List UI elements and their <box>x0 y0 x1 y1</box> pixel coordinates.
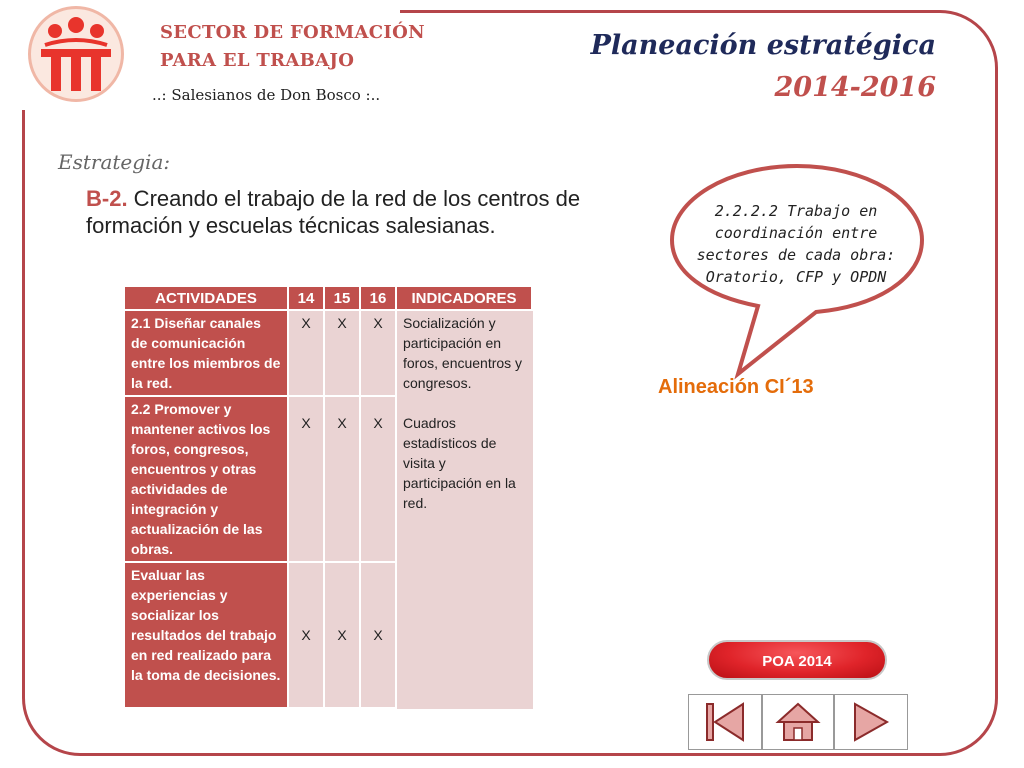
strategy-code: B-2. <box>86 186 128 211</box>
strategy-text <box>86 185 626 239</box>
org-subtitle: ..: Salesianos de Don Bosco :.. <box>152 86 381 104</box>
alignment-label: Alineación CI´13 <box>658 376 814 398</box>
first-page-button[interactable] <box>688 694 762 750</box>
header-indicators: INDICADORES <box>397 287 533 311</box>
strategy-label: Estrategia: <box>58 150 171 174</box>
strategy-description: Creando el trabajo de la red de los centros de formación y escuelas técnicas salesianas. <box>86 186 581 238</box>
header-15: 15 <box>325 287 361 311</box>
mark-cell: X <box>289 311 325 397</box>
mark-cell: X <box>325 397 361 563</box>
logo-icon <box>28 6 124 102</box>
first-icon <box>701 700 749 744</box>
home-icon <box>774 700 822 744</box>
header-16: 16 <box>361 287 397 311</box>
next-icon <box>847 700 895 744</box>
table-row <box>125 311 533 397</box>
mark-cell: X <box>325 563 361 709</box>
mark-cell: X <box>361 563 397 709</box>
indicators-cell <box>397 311 533 709</box>
org-name-line2: PARA EL TRABAJO <box>160 50 355 71</box>
indicator-text-1: Socialización y participación en foros, encuentros y congresos. <box>403 315 523 391</box>
mark-cell: X <box>289 563 325 709</box>
poa-2014-button[interactable]: POA 2014 <box>707 640 887 680</box>
bubble-text: 2.2.2.2 Trabajo en coordinación entre sectores de cada obra: Oratorio, CFP y OPDN <box>696 202 896 286</box>
page-years: 2014-2016 <box>774 72 936 103</box>
header-activities: ACTIVIDADES <box>125 287 289 311</box>
table-header-row <box>125 287 533 311</box>
mark-cell: X <box>361 397 397 563</box>
indicator-text-2: Cuadros estadísticos de visita y participación en la red. <box>403 415 516 511</box>
mark-cell: X <box>289 397 325 563</box>
activity-cell: 2.1 Diseñar canales de comunicación entre los miembros de la red. <box>125 311 289 397</box>
mark-cell: X <box>361 311 397 397</box>
activity-cell: 2.2 Promover y mantener activos los foros, congresos, encuentros y otras actividades de integración y actualización de las obras. <box>125 397 289 563</box>
mark-cell: X <box>325 311 361 397</box>
activity-cell: Evaluar las experiencias y socializar los resultados del trabajo en red realizado para la toma de decisiones. <box>125 563 289 709</box>
activities-table <box>125 287 533 709</box>
page-title: Planeación estratégica <box>590 30 936 61</box>
org-name-line1: SECTOR DE FORMACIÓN <box>160 22 425 43</box>
header-14: 14 <box>289 287 325 311</box>
next-page-button[interactable] <box>834 694 908 750</box>
home-button[interactable] <box>762 694 834 750</box>
